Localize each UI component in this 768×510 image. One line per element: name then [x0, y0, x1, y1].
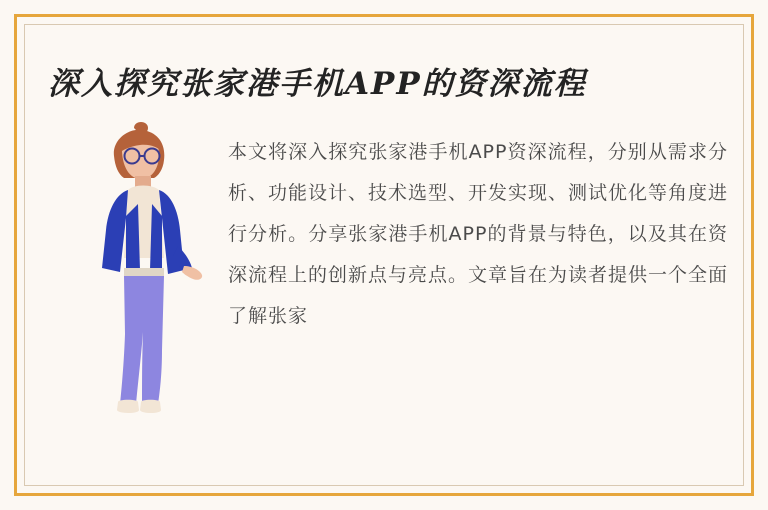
- page-title: 深入探究张家港手机APP的资深流程: [48, 66, 587, 102]
- person-illustration: [72, 118, 212, 418]
- body-paragraph: 本文将深入探究张家港手机APP资深流程，分别从需求分析、功能设计、技术选型、开发实现、测试优化等角度进行分析。分享张家港手机APP的背景与特色，以及其在资深流程上的创新点与亮点。文章旨在为读者提供一个全面了解张家: [228, 141, 728, 327]
